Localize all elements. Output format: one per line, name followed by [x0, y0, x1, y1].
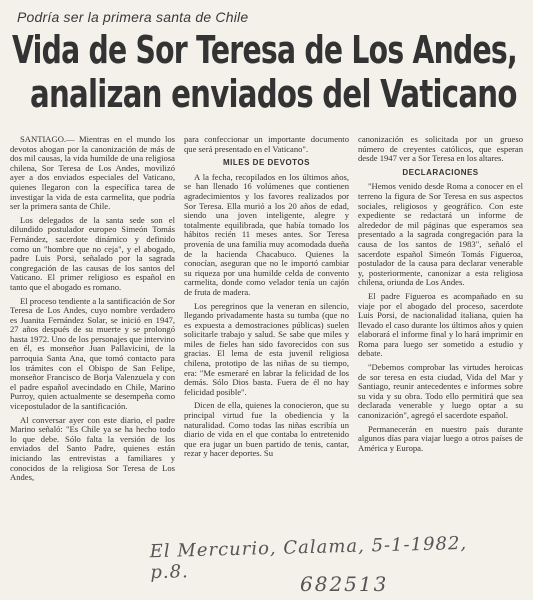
paragraph: Dicen de ella, quienes la conocieron, que su principal virtud fue la obediencia y la naturalidad. Como todas las niñas escribía un diario de vida en el que contaba lo entretenido que era jugar un buen partido de tenis, cantar, rezar y hacer deportes. Su	[184, 400, 349, 459]
paragraph: Los peregrinos que la veneran en silencio, llegando privadamente hasta su tumba (que no es expuesta a demostraciones públicas) suelen solicitarle trabajo y salud. Se sabe que miles y miles de fieles han sido favorecidos con sus gracias. El lema de esta juvenil religiosa chilena, prototipo de las niñas de su tiempo, era: "Me esmeraré en labrar la felicidad de los demás. Sólo Dios basta. Fuera de él no hay felicidad posible".	[184, 300, 349, 397]
subheading-miles-de-devotos: MILES DE DEVOTOS	[223, 158, 310, 168]
paragraph: Permanecerán en nuestro país durante algunos días para viajar luego a otros países de América y Europa.	[358, 423, 523, 453]
paragraph: para confeccionar un importante documento que será presentado en el Vaticano".	[184, 134, 349, 154]
paragraph: "Hemos venido desde Roma a conocer en el terreno la figura de Sor Teresa en sus aspectos sociales, religiosos y geográfico. Con este expediente se redactará un informe de alrededor de mil páginas que esperamos sea presentado a la sagrada congregación para la causa de los santos de 1983", señaló el sacerdote español Simeón Tomás Figueroa, postulador de la causa para declarar venerable y, posteriormente, canonizar a esta religiosa chilena, oriunda de Los Andes.	[358, 181, 523, 288]
paragraph: Al conversar ayer con este diario, el padre Marino señaló: "Es Chile ya se ha hecho todo lo que debe. Sólo falta la versión de los enviados del Santo Padre, quienes están iniciando las entrevistas a familiares y conocidos de la religiosa Sor Teresa de Los Andes,	[10, 414, 175, 483]
headline	[12, 28, 527, 116]
subheading-declaraciones: DECLARACIONES	[402, 167, 479, 177]
paragraph: "Debemos comprobar las virtudes heroicas de sor teresa en esta ciudad, Vida del Mar y Santiago, reunir antecedentes e informes sobre su vida y su obra. Todo ello permitirá que sea declarada venerable y luego optar a su canonización", agregó el sacerdote español.	[358, 362, 523, 421]
paragraph: canonización es solicitada por un grueso número de creyentes católicos, que esperan desde 1947 ver a Sor Teresa en los altares.	[358, 134, 523, 164]
headline-line-2: analizan enviados del Vaticano	[30, 72, 517, 116]
paragraph: El padre Figueroa es acompañado en su viaje por el abogado del proceso, sacerdote Luis Porsi, de nacionalidad italiana, quien ha llevado el caso durante los últimos años y quien elaborará el informe final y lo hará imprimir en Roma para luego ser sometido a estudio y debate.	[358, 290, 523, 359]
paragraph: SANTIAGO.— Mientras en el mundo los devotos abogan por la canonización de más de dos mil causas, la vida humilde de una religiosa chilena, Sor Teresa de Los Andes, movilizó ayer a dos enviados especiales del Vaticano, quienes llegaron con la específica tarea de investigar la vida de esta carmelita, que podría ser la primera santa de Chile.	[10, 134, 175, 212]
article-column-3	[358, 135, 523, 457]
handwritten-source-note: El Mercurio, Calama, 5-1-1982, p.8.	[149, 532, 468, 584]
handwritten-catalog-number: 682513	[300, 572, 389, 596]
article-column-1	[10, 135, 175, 487]
headline-line-1: Vida de Sor Teresa de Los Andes,	[12, 28, 517, 72]
article-column-2	[184, 135, 349, 463]
paragraph: El proceso tendiente a la santificación de Sor Teresa de Los Andes, cuyo nombre verdadero es Juanita Fernández Solar, se inició en 1947, 27 años después de su muerte y se prolongó hasta 1972. Uno de los personajes que intervino en él, es monseñor Juan Pallavicini, de la parroquia Santa Ana, que tomó contacto para los trámites con el Obispo de San Felipe, monseñor Francisco de Borja Valenzuela y con el padre español avecindado en Chile, Marino Purroy, quien actualmente se desempeña como vicepostulador de la santificación.	[10, 295, 175, 412]
kicker: Podría ser la primera santa de Chile	[17, 9, 249, 25]
paragraph: Los delegados de la santa sede son el dilundido postulador europeo Simeón Tomás Fernández, sacerdote dinámico y definido como un "hombre que no ceja", y el abogado, padre Luis Porsi, señalado por la sagrada congregación de las causas de los santos del Vaticano. El primer religioso es español en tanto que el abogado es romano.	[10, 214, 175, 292]
paragraph: A la fecha, recopilados en los últimos años, se han llenado 16 volúmenes que contienen agradecimientos y los favores realizados por Sor Teresa. Ella murió a los 20 años de edad, siendo una joven inteligente, alegre y totalmente equilibrada, que había tomado los hábitos recién 11 meses antes. Sor Teresa provenía de una familia muy acomodada dueña de la hacienda Chacabuco. Quienes la conocían, aseguran que no le importó cambiar su riqueza por una humilde celda de convento carmelita, donde como velador tenía un cajón de fruta de madera.	[184, 171, 349, 297]
